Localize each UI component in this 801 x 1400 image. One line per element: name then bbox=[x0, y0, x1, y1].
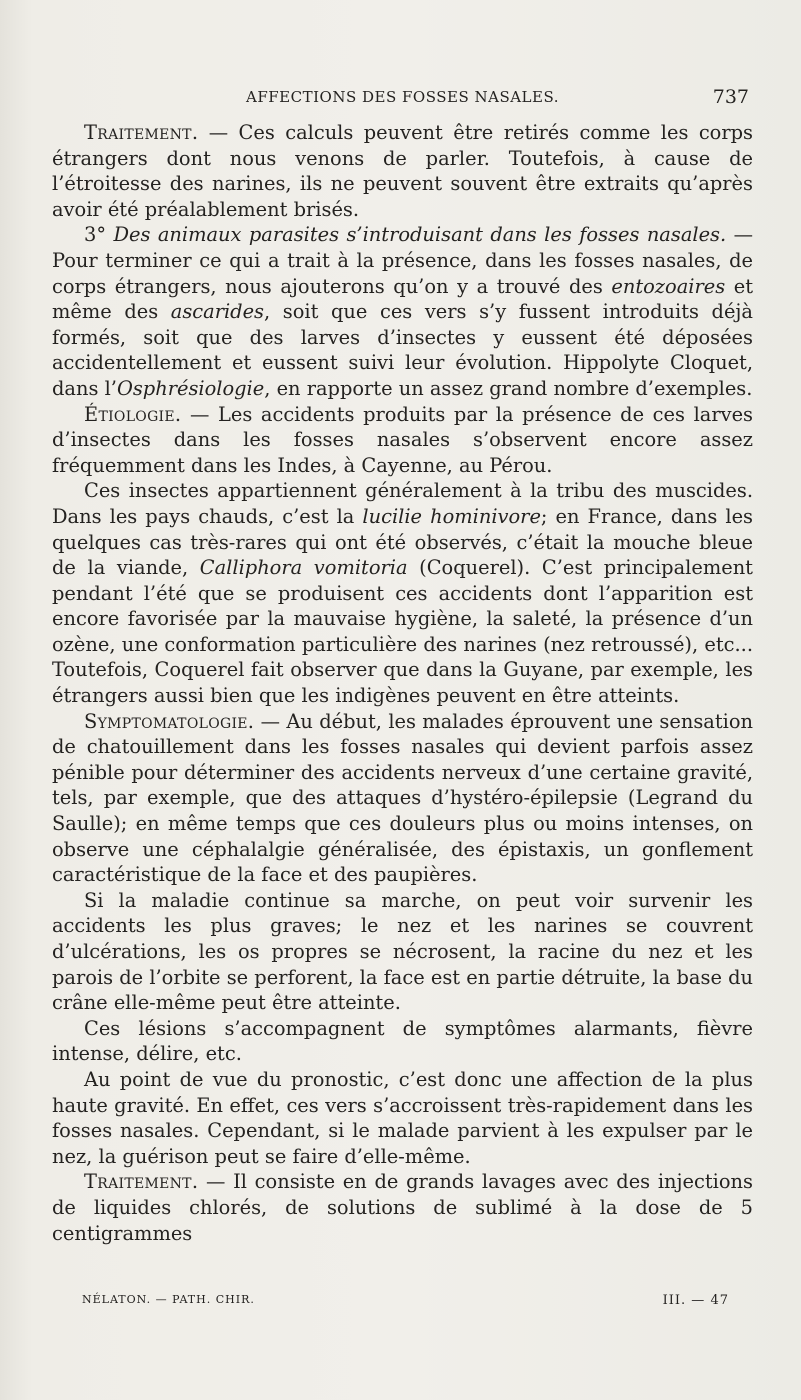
italic-term: Osphrésiologie bbox=[116, 376, 265, 400]
text-run: , en rapporte un assez grand nombre d’exemples. bbox=[264, 376, 753, 400]
text-run: 3° bbox=[84, 223, 114, 247]
italic-term: entozoaires bbox=[611, 274, 726, 298]
paragraph bbox=[52, 1016, 753, 1067]
footer-signature: NÉLATON. — PATH. CHIR. bbox=[82, 1293, 255, 1306]
text-run: ; en France, dans les quelques cas très-rares qui ont été observés, c’était la mouche bleue de la viande, bbox=[52, 504, 754, 580]
page-footer bbox=[52, 1293, 753, 1313]
footer-sheet-number: III. — 47 bbox=[662, 1293, 729, 1308]
section-heading: Traitement. bbox=[84, 121, 199, 144]
text-run: (Coquerel). C’est principalement pendant l’été que se produisent ces accidents dont l’apparition est encore favorisée par la mauvaise hygiène, la saleté, la présence d’un ozène, une conformation particulière des narines (nez retroussé), etc... Toutefois, Coquerel fait observer que dans la Guyane, par exemple, les étrangers aussi bien que les indigènes peuvent en être atteints. bbox=[52, 556, 753, 708]
paragraph bbox=[52, 120, 753, 222]
italic-term: lucilie hominivore bbox=[362, 504, 541, 528]
paragraph bbox=[52, 1067, 753, 1169]
section-heading: Étiologie. bbox=[84, 402, 182, 426]
text-run: et même des bbox=[52, 274, 753, 324]
text-run: Au point de vue du pronostic, c’est donc une affection de la plus haute gravité. En effet, ces vers s’accroissent très-rapidement dans les fosses nasales. Cependant, si le malade parvient à les expulser par le nez, la guérison peut se faire d’elle-même. bbox=[52, 1067, 753, 1168]
italic-term: Calliphora vomitoria bbox=[199, 556, 408, 580]
body-text bbox=[52, 120, 753, 1246]
section-heading: Symptomatologie. bbox=[84, 709, 255, 733]
text-run: Si la maladie continue sa marche, on peut voir survenir les accidents les plus graves; le nez et les narines se couvrent d’ulcérations, les os propres se nécrosent, la racine du nez et les parois de l’orbite se perforent, la face est en partie détruite, la base du crâne elle-même peut être atteinte. bbox=[52, 888, 753, 1015]
text-run: — Il consiste en de grands lavages avec des injections de liquides chlorés, de solutions de sublimé à la dose de 5 centigrammes bbox=[52, 1170, 753, 1245]
text-run: — Au début, les malades éprouvent une sensation de chatouillement dans les fosses nasales qui devient parfois assez pénible pour déterminer des accidents nerveux d’une certaine gravité, tels, par exemple, que des attaques d’hystéro-épilepsie (Legrand du Saulle); en même temps que ces douleurs plus ou moins intenses, on observe une céphalalgie généralisée, des épistaxis, un gonflement caractéristique de la face et des paupières. bbox=[52, 709, 753, 887]
paragraph bbox=[52, 709, 753, 888]
paragraph bbox=[52, 478, 753, 708]
paragraph bbox=[52, 888, 753, 1016]
text-run: — Pour terminer ce qui a trait à la présence, dans les fosses nasales, de corps étrangers, nous ajouterons qu’on y a trouvé des bbox=[52, 223, 753, 298]
text-run: — Les accidents produits par la présence de ces larves d’insectes dans les fosses nasales s’observent encore assez fréquemment dans les Indes, à Cayenne, au Pérou. bbox=[52, 402, 753, 477]
section-heading: Traitement. bbox=[84, 1170, 199, 1194]
page-number: 737 bbox=[712, 86, 749, 108]
text-run: Ces lésions s’accompagnent de symptômes alarmants, fièvre intense, délire, etc. bbox=[52, 1016, 753, 1066]
text-run: — Ces calculs peuvent être retirés comme les corps étrangers dont nous venons de parler. Toutefois, à cause de l’étroitesse des narines, ils ne peuvent souvent être extraits qu’après avoir été préalablement brisés. bbox=[52, 121, 753, 221]
paragraph bbox=[52, 402, 753, 479]
paragraph bbox=[52, 222, 753, 401]
italic-term: ascarides bbox=[170, 300, 265, 324]
italic-term: Des animaux parasites s’introduisant dans les fosses nasales. bbox=[113, 223, 727, 247]
running-head bbox=[52, 86, 753, 110]
paragraph bbox=[52, 1169, 753, 1246]
running-title: AFFECTIONS DES FOSSES NASALES. bbox=[246, 88, 559, 106]
text-run: Ces insectes appartiennent généralement à la tribu des muscides. Dans les pays chauds, c’est la bbox=[52, 479, 753, 528]
text-run: , soit que ces vers s’y fussent introduits déjà formés, soit que des larves d’insectes y eussent été déposées accidentellement et eussent suivi leur évolution. Hippolyte Cloquet, dans l’ bbox=[52, 300, 753, 400]
